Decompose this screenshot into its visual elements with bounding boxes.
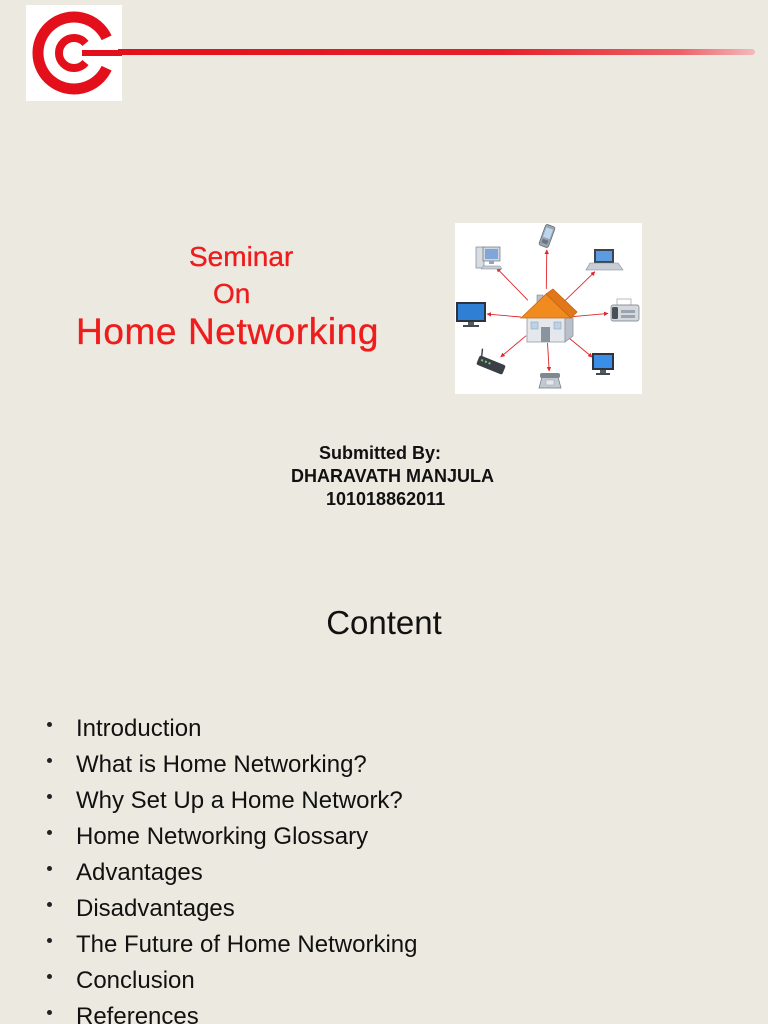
handheld-phone-icon (539, 224, 556, 248)
content-list-item (0, 855, 768, 891)
bullet-icon (47, 722, 52, 727)
title-line-on: On (213, 278, 251, 309)
content-item-label: What is Home Networking? (76, 751, 367, 778)
content-item-label: Introduction (76, 715, 202, 742)
logo (26, 5, 122, 101)
monitor-icon (456, 302, 486, 327)
arrow-line (565, 272, 595, 301)
bullet-icon (47, 830, 52, 835)
content-list-item (0, 747, 768, 783)
concentric-c-logo-icon (26, 5, 122, 101)
content-list-item (0, 999, 768, 1024)
content-item-label: Why Set Up a Home Network? (76, 787, 403, 814)
fax-machine-icon (611, 299, 639, 321)
content-item-label: Home Networking Glossary (76, 823, 369, 850)
bullet-icon (47, 938, 52, 943)
arrow-line (546, 250, 547, 289)
submitted-by-label: Submitted By: (319, 443, 442, 463)
header-rule (118, 49, 755, 55)
bullet-icon (47, 758, 52, 763)
title-line-seminar: Seminar (189, 241, 294, 272)
telephone-icon (539, 373, 561, 388)
bullet-icon (47, 974, 52, 979)
bullet-icon (47, 794, 52, 799)
content-list (0, 711, 768, 1024)
bullet-icon (47, 1010, 52, 1015)
arrow-line (497, 268, 528, 300)
content-item-label: Disadvantages (76, 895, 235, 922)
arrow-line (548, 343, 550, 371)
content-list-item (0, 819, 768, 855)
flat-screen-monitor-icon (592, 353, 614, 375)
bullet-icon (47, 902, 52, 907)
arrow-line (487, 314, 521, 317)
student-id: 101018862011 (326, 489, 446, 509)
content-list-item (0, 891, 768, 927)
content-list-item (0, 927, 768, 963)
arrow-line (501, 336, 526, 357)
content-list-item (0, 963, 768, 999)
content-list-item (0, 783, 768, 819)
arrow-line (572, 313, 608, 316)
laptop-icon (586, 249, 623, 270)
content-item-label: Advantages (76, 859, 203, 886)
student-name: DHARAVATH MANJULA (291, 466, 494, 486)
title-line-topic: Home Networking (76, 311, 380, 352)
desktop-computer-icon (476, 247, 502, 269)
bullet-icon (47, 866, 52, 871)
content-item-label: Conclusion (76, 967, 195, 994)
content-list-item (0, 711, 768, 747)
content-heading: Content (326, 604, 442, 641)
router-icon (476, 349, 508, 375)
content-item-label: The Future of Home Networking (76, 931, 418, 958)
home-network-diagram (455, 223, 642, 394)
content-item-label: References (76, 1003, 199, 1024)
